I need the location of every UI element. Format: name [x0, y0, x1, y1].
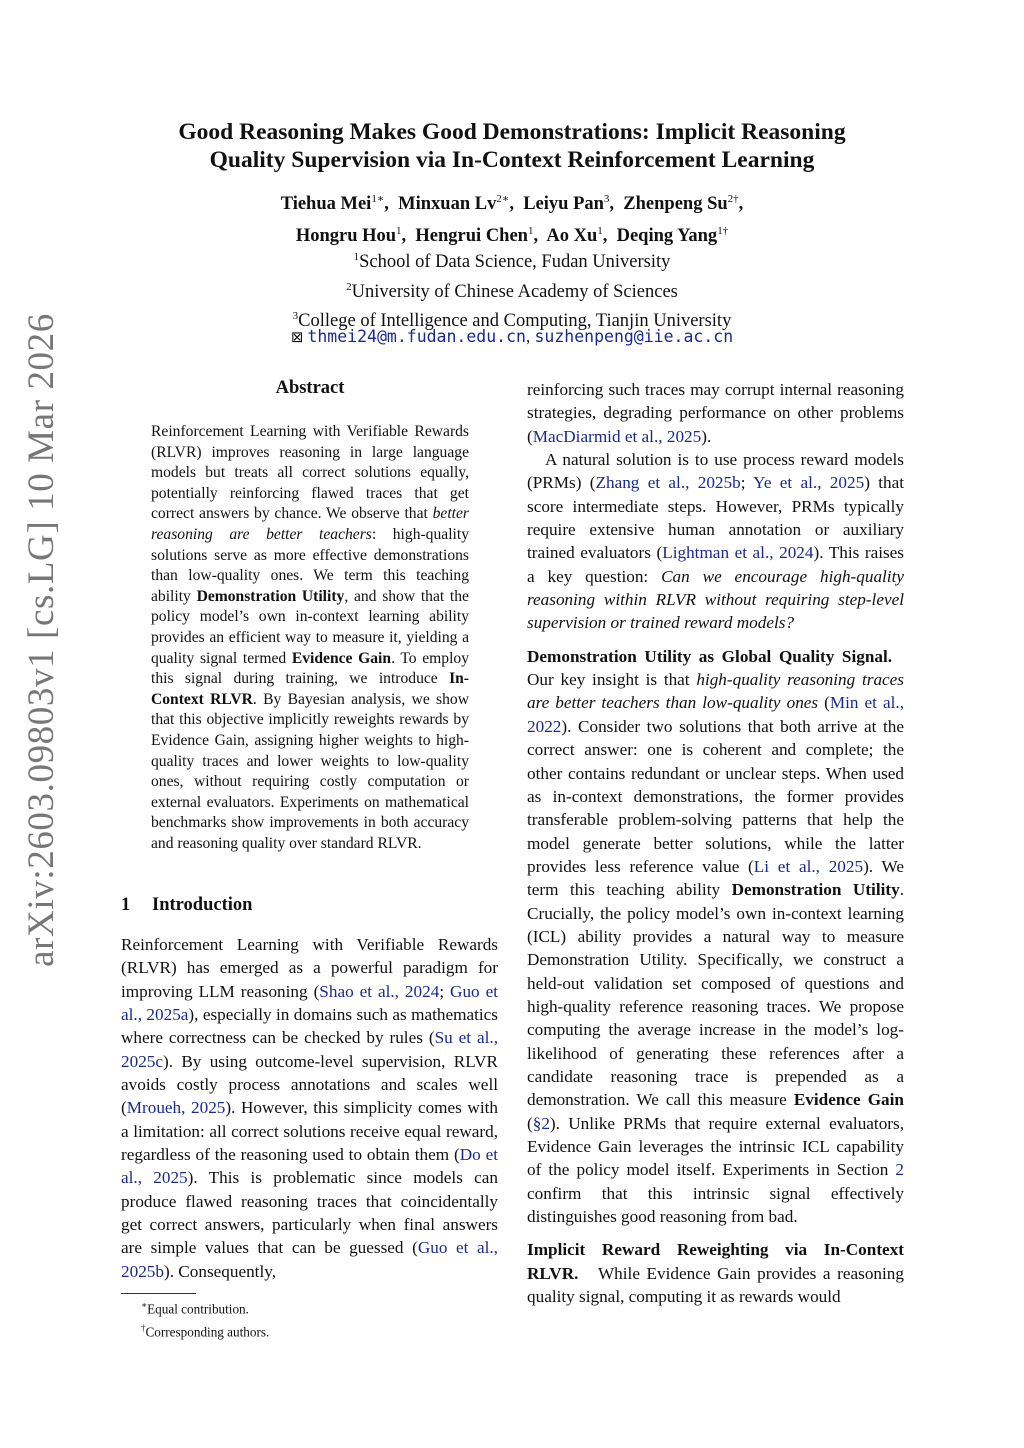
author-list: Tiehua Mei$^{1∗}$, Minxuan $Lv^{2∗}$, Leiyu Pan$^3$, Zhenpeng $Su^{2\dagger}$, Hongru Hou$^1$, Hengrui Chen$^1$, Ao Xu$^1$, Deqing Yang$^{1\dagger}$ [280, 193, 744, 247]
author: Tiehua Mei [280, 194, 372, 215]
author: Hengrui Chen [415, 226, 528, 247]
section-link[interactable]: 2 [895, 1160, 904, 1180]
paragraph: Reinforcement Learning with Verifiable Rewards (RLVR) has emerged as a powerful paradigm for improving LLM reasoning (Shao et al., 2024; Guo et al., 2025a), especially in domains such as mathematics where correctness can be checked by rules (Su et al., 2025c). By using outcome-level supervision, RLVR avoids costly process annotations and scales well (Mroueh, 2025). However, this simplicity comes with a limitation: all correct solutions receive equal reward, regardless of the reasoning used to obtain them (Do et al., 2025). This is problematic since models can produce flawed reasoning traces that coincidentally get correct answers, particularly when final answers are simple values that can be guessed (Guo et al., 2025b). Consequently, [121, 935, 499, 1281]
paragraph: Demonstration Utility as Global Quality Signal. Our key insight is that high-quality reasoning traces are better teachers than low-quality ones (Min et al., 2022). Consider two solutions that both arrive at the correct answer: one is coherent and complete; the other contains redundant or unclear steps. When used as in-context demonstrations, the former provides transferable problem-solving patterns that help the model generate better solutions, while the latter provides less reference value (Li et al., 2025). We term this teaching ability Demonstration Utility. Crucially, the policy model’s own in-context learning (ICL) ability provides a natural way to measure Demonstration Utility. Specifically, we construct a held-out validation set composed of questions and high-quality reference reasoning traces. We propose computing the average increase in the model’s log-likelihood of generating these references after a candidate reasoning trace is prepended as a demonstration. We call this measure Evidence Gain (§2). Unlike PRMs that require external evaluators, Evidence Gain leverages the intrinsic ICL capability of the policy model itself. Experiments in Section 2 confirm that this intrinsic signal effectively distinguishes good reasoning from bad. [527, 646, 905, 1227]
title-line-2: Quality Supervision via In-Context Reinforcement Learning [209, 147, 815, 173]
affiliation: $^2$University of Chinese Academy of Sciences [346, 280, 678, 302]
citation-link[interactable]: Do et al., 2025 [121, 1145, 499, 1188]
citation-link[interactable]: Min et al., 2022 [527, 693, 904, 736]
section-heading-introduction: 1 Introduction [121, 895, 253, 915]
abstract-heading: Abstract [275, 378, 345, 398]
abstract-body: Reinforcement Learning with Verifiable Rewards (RLVR) improves reasoning in large language models but treats all correct solutions equally, potentially reinforcing flawed traces that get correct answers by chance. We observe that better reasoning are better teachers: high-quality solutions serve as more effective demonstrations than low-quality ones. We term this teaching ability Demonstration Utility, and show that the policy model’s own in-context learning ability provides an efficient way to measure it, yielding a quality signal termed Evidence Gain. To employ this signal during training, we introduce In-Context RLVR. By Bayesian analysis, we show that this objective implicitly reweights rewards by Evidence Gain, assigning higher weights to high-quality traces and lower weights to low-quality ones, without requiring costly computation or external evaluators. Experiments on mathematical benchmarks show improvements in both accuracy and reasoning quality over standard RLVR. [151, 423, 470, 852]
footnotes [141, 1296, 269, 1342]
author: Deqing Yang [616, 226, 718, 247]
author: Leiyu Pan [523, 194, 604, 215]
author: Ao Xu [546, 226, 598, 247]
citation-link[interactable]: Mroueh, 2025 [126, 1098, 226, 1118]
contact-emails: ⊠ thmei24@m.fudan.edu.cn, suzhenpeng@iie.ac.cn [100, 325, 924, 349]
email-link[interactable]: suzhenpeng@iie.ac.cn [534, 327, 734, 346]
right-column-text [527, 378, 904, 1308]
author: Zhenpeng Su [623, 194, 728, 215]
paragraph-heading: Demonstration Utility as Global Quality Signal. [527, 646, 893, 666]
title-line-1: Good Reasoning Makes Good Demonstrations: Implicit Reasoning [178, 119, 846, 145]
footnote: †Corresponding authors. [141, 1322, 270, 1340]
paragraph: Implicit Reward Reweighting via In-Context RLVR. While Evidence Gain provides a reasoning quality signal, computing it as rewards would [527, 1240, 904, 1307]
citation-link[interactable]: Lightman et al., 2024 [662, 543, 814, 563]
author: Hongru Hou [295, 226, 397, 247]
affiliation: $^1$School of Data Science, Fudan University [353, 251, 671, 273]
paragraph: A natural solution is to use process reward models (PRMs) (Zhang et al., 2025b; Ye et al., 2025) that score intermediate steps. However, PRMs typically require extensive human annotation or auxiliary trained evaluators (Lightman et al., 2024). This raises a key question: Can we encourage high-quality reasoning within RLVR without requiring step-level supervision or trained reward models? [527, 450, 905, 633]
footnote-divider [121, 1293, 196, 1294]
citation-link[interactable]: Ye et al., 2025 [753, 473, 865, 493]
paper-title [100, 118, 924, 174]
email-link[interactable]: thmei24@m.fudan.edu.cn [307, 327, 526, 346]
paragraph: reinforcing such traces may corrupt internal reasoning strategies, degrading performance on other problems (MacDiarmid et al., 2025). [527, 380, 904, 446]
section-link[interactable]: §2 [532, 1113, 550, 1133]
affiliation: $^3$College of Intelligence and Computing, Tianjin University [292, 310, 732, 332]
citation-link[interactable]: Guo et al., 2025a [121, 981, 499, 1025]
arxiv-identifier: arXiv:2603.09803v1 [cs.LG] 10 Mar 2026 [21, 313, 62, 967]
footnote: ∗Equal contribution. [141, 1300, 249, 1317]
citation-link[interactable]: Guo et al., 2025b [121, 1238, 498, 1281]
envelope-icon: ⊠ [290, 328, 304, 346]
affiliation-list [100, 245, 924, 334]
left-column-text [121, 933, 498, 1283]
citation-link[interactable]: MacDiarmid et al., 2025 [532, 426, 702, 446]
author: Minxuan Lv [398, 194, 497, 215]
paragraph-heading: Implicit Reward Reweighting via In-Context RLVR. [527, 1240, 904, 1283]
citation-link[interactable]: Su et al., 2025c [121, 1028, 498, 1071]
citation-link[interactable]: Li et al., 2025 [753, 856, 864, 876]
citation-link[interactable]: Shao et al., 2024 [319, 981, 440, 1001]
citation-link[interactable]: Zhang et al., 2025b [595, 473, 741, 493]
